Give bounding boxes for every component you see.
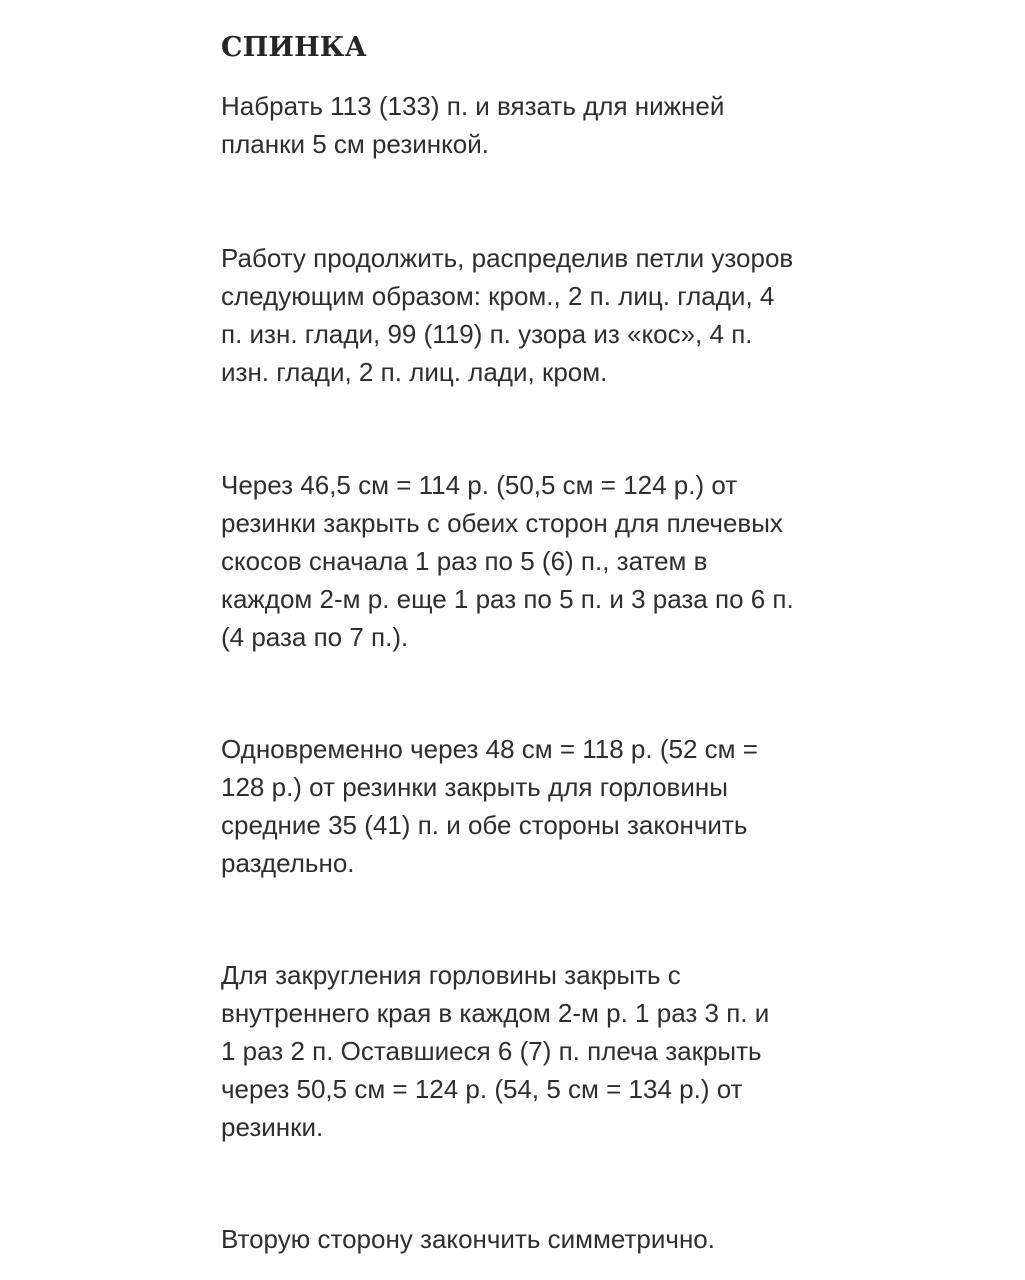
text-line: Работу продолжить, распределив петли узоров <box>221 243 794 273</box>
text-line: Через 46,5 см = 114 р. (50,5 см = 124 р.) от <box>221 470 738 500</box>
text-line: Набрать 113 (133) п. и вязать для нижней <box>221 91 725 121</box>
text-line: средние 35 (41) п. и обе стороны закончить <box>221 810 748 840</box>
paragraph-neckline-start <box>221 730 821 882</box>
text-line: каждом 2-м р. еще 1 раз по 5 п. и 3 раза по 6 п. <box>221 584 794 614</box>
text-line: (4 раза по 7 п.). <box>221 622 409 652</box>
text-line: следующим образом: кром., 2 п. лиц. глади, 4 <box>221 281 775 311</box>
paragraph-cast-on <box>221 87 821 163</box>
text-line: изн. глади, 2 п. лиц. лади, кром. <box>221 357 608 387</box>
text-line: 128 р.) от резинки закрыть для горловины <box>221 772 728 802</box>
paragraph-neckline-rounding <box>221 956 821 1146</box>
text-line: Одновременно через 48 см = 118 р. (52 см = <box>221 734 758 764</box>
text-line: п. изн. глади, 99 (119) п. узора из «кос», 4 п. <box>221 319 753 349</box>
text-line: Для закругления горловины закрыть с <box>221 960 681 990</box>
text-line: 1 раз 2 п. Оставшиеся 6 (7) п. плеча закрыть <box>221 1036 762 1066</box>
paragraph-pattern-distribution <box>221 239 821 391</box>
text-line: через 50,5 см = 124 р. (54, 5 см = 134 р.) от <box>221 1074 743 1104</box>
text-line: резинки. <box>221 1112 324 1142</box>
text-line: скосов сначала 1 раз по 5 (6) п., затем в <box>221 546 708 576</box>
text-line: раздельно. <box>221 848 355 878</box>
text-line: резинки закрыть с обеих сторон для плечевых <box>221 508 783 538</box>
text-line: внутреннего края в каждом 2-м р. 1 раз 3 п. и <box>221 998 770 1028</box>
text-line: Вторую сторону закончить симметрично. <box>221 1224 715 1254</box>
paragraph-shoulder-shaping <box>221 466 821 656</box>
section-title: СПИНКА <box>221 32 367 63</box>
text-line: планки 5 см резинкой. <box>221 129 489 159</box>
paragraph-finish-symmetric <box>221 1220 821 1258</box>
